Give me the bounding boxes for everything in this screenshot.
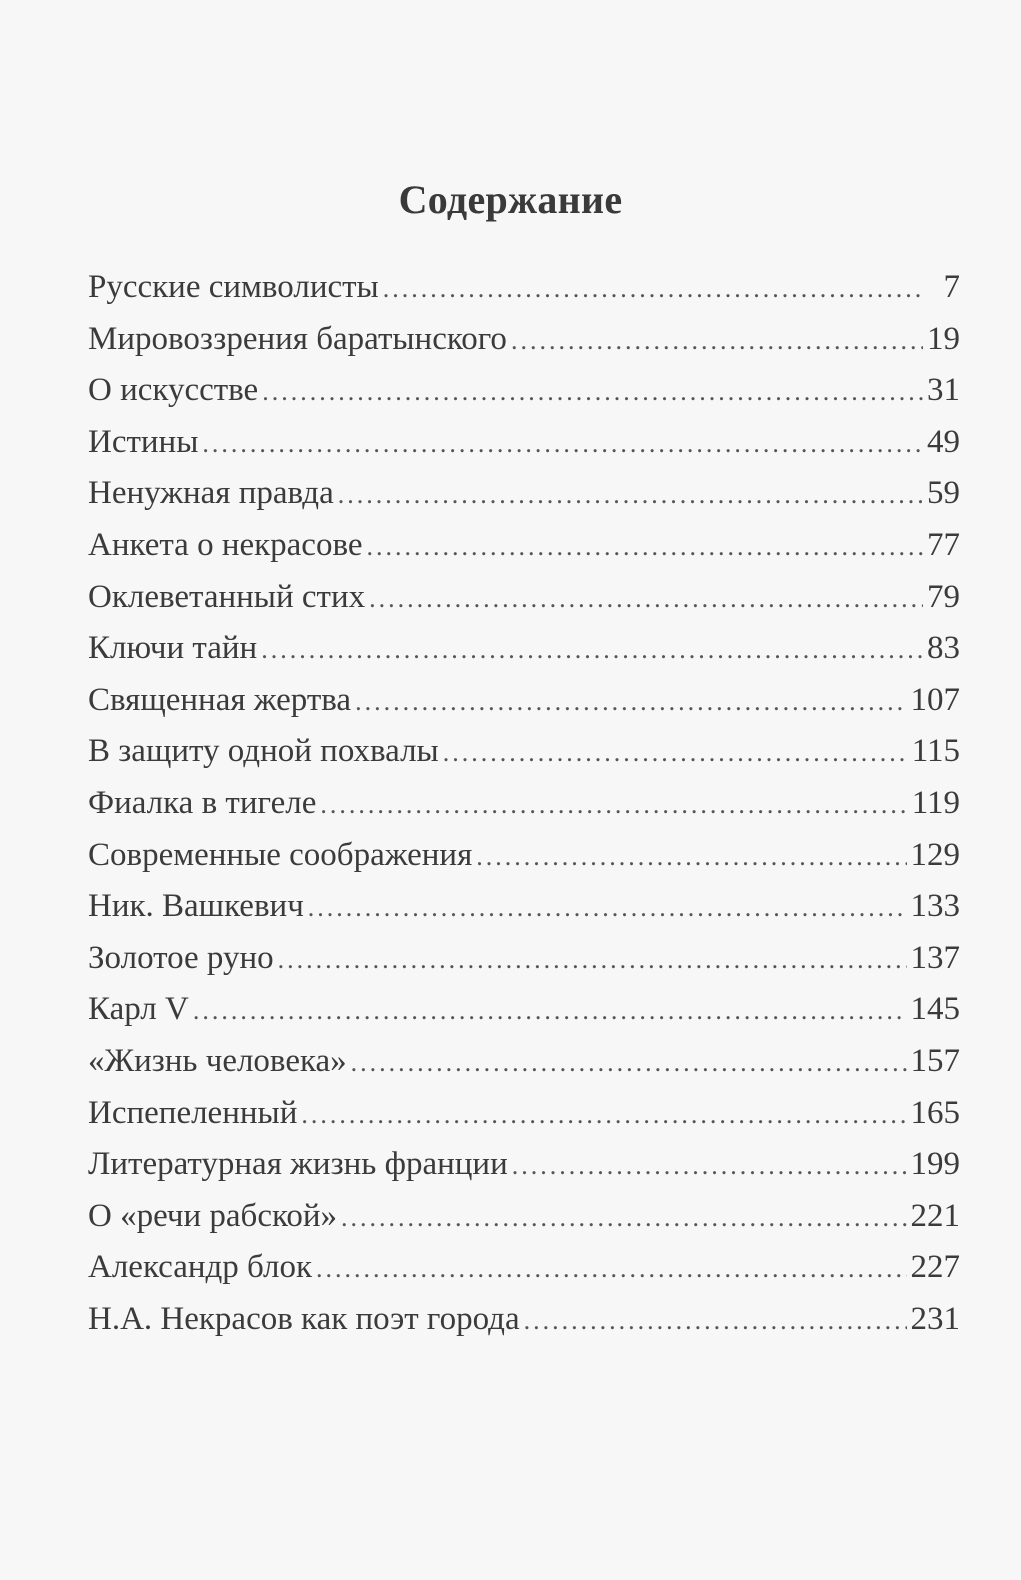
toc-entry-title: Ник. Вашкевич [88,888,304,925]
toc-entry [88,984,960,1036]
dot-leader [320,779,907,831]
toc-entry-page: 83 [927,630,960,667]
dot-leader [443,727,908,779]
table-of-contents [88,262,960,1345]
toc-entry-title: Золотое руно [88,939,274,976]
toc-entry-title: Анкета о некрасове [88,526,363,563]
toc-entry-page: 31 [927,372,960,409]
toc-entry-title: Современные соображения [88,836,473,873]
toc-entry [88,417,960,469]
page-title: Содержание [398,177,623,222]
dot-leader [338,469,923,521]
toc-entry-title: Фиалка в тигеле [88,784,317,821]
toc-entry [88,1088,960,1140]
dot-leader [202,418,923,470]
toc-entry-page: 79 [927,578,960,615]
toc-entry-title: Оклеветанный стих [88,578,366,615]
toc-entry-page: 133 [910,888,960,925]
toc-entry-title: Карл V [88,991,189,1028]
dot-leader [308,882,907,934]
toc-entry [88,778,960,830]
toc-entry [88,468,960,520]
toc-entry-title: Ключи тайн [88,630,258,667]
toc-entry [88,1294,960,1346]
dot-leader [278,934,907,986]
toc-entry-title: Н.А. Некрасов как поэт города [88,1300,520,1337]
dot-leader [512,1140,907,1192]
dot-leader [261,624,923,676]
toc-entry-page: 77 [927,526,960,563]
toc-entry-page: 49 [927,423,960,460]
toc-entry-title: О искусстве [88,372,259,409]
dot-leader [262,366,923,418]
toc-entry [88,933,960,985]
toc-entry-page: 165 [910,1094,960,1131]
toc-entry [88,881,960,933]
toc-entry-page: 221 [910,1197,960,1234]
toc-entry [88,623,960,675]
toc-entry [88,262,960,314]
toc-entry-page: 199 [910,1146,960,1183]
toc-entry-title: Священная жертва [88,681,352,718]
toc-entry-page: 137 [910,939,960,976]
dot-leader [316,1243,906,1295]
toc-entry-title: В защиту одной похвалы [88,733,439,770]
toc-entry [88,520,960,572]
toc-entry [88,675,960,727]
dot-leader [193,985,907,1037]
toc-entry-title: Истины [88,423,199,460]
toc-entry-title: «Жизнь человека» [88,1042,347,1079]
toc-entry [88,572,960,624]
dot-leader [355,676,906,728]
toc-entry-title: Ненужная правда [88,475,334,512]
toc-entry [88,365,960,417]
toc-entry [88,314,960,366]
toc-entry-page: 129 [910,836,960,873]
dot-leader [511,315,923,367]
toc-entry [88,726,960,778]
toc-entry-page: 119 [911,784,960,821]
toc-entry-page: 7 [943,269,960,305]
toc-entry [88,1191,960,1243]
toc-entry [88,1139,960,1191]
toc-entry-page: 145 [910,991,960,1028]
toc-entry-page: 115 [911,733,960,770]
toc-entry-page: 231 [910,1300,960,1337]
toc-entry [88,830,960,882]
dot-leader [369,573,923,625]
dot-leader [383,263,926,315]
toc-entry-page: 107 [910,681,960,718]
dot-leader [341,1192,906,1244]
toc-entry-title: Александр блок [88,1249,313,1286]
toc-entry-title: Литературная жизнь франции [88,1146,508,1183]
dot-leader [301,1089,906,1141]
toc-entry-title: Русские символисты [88,269,379,305]
toc-entry [88,1242,960,1294]
toc-entry-page: 59 [927,475,960,512]
toc-entry-title: Испепеленный [88,1094,298,1131]
toc-entry-page: 227 [910,1249,960,1286]
dot-leader [524,1295,907,1347]
toc-entry-title: Мировоззрения баратынского [88,320,507,357]
toc-entry-page: 19 [927,320,960,357]
toc-entry-title: О «речи рабской» [88,1197,338,1234]
dot-leader [476,831,906,883]
toc-entry-page: 157 [910,1042,960,1079]
toc-entry [88,1036,960,1088]
dot-leader [367,521,924,573]
dot-leader [351,1037,907,1089]
